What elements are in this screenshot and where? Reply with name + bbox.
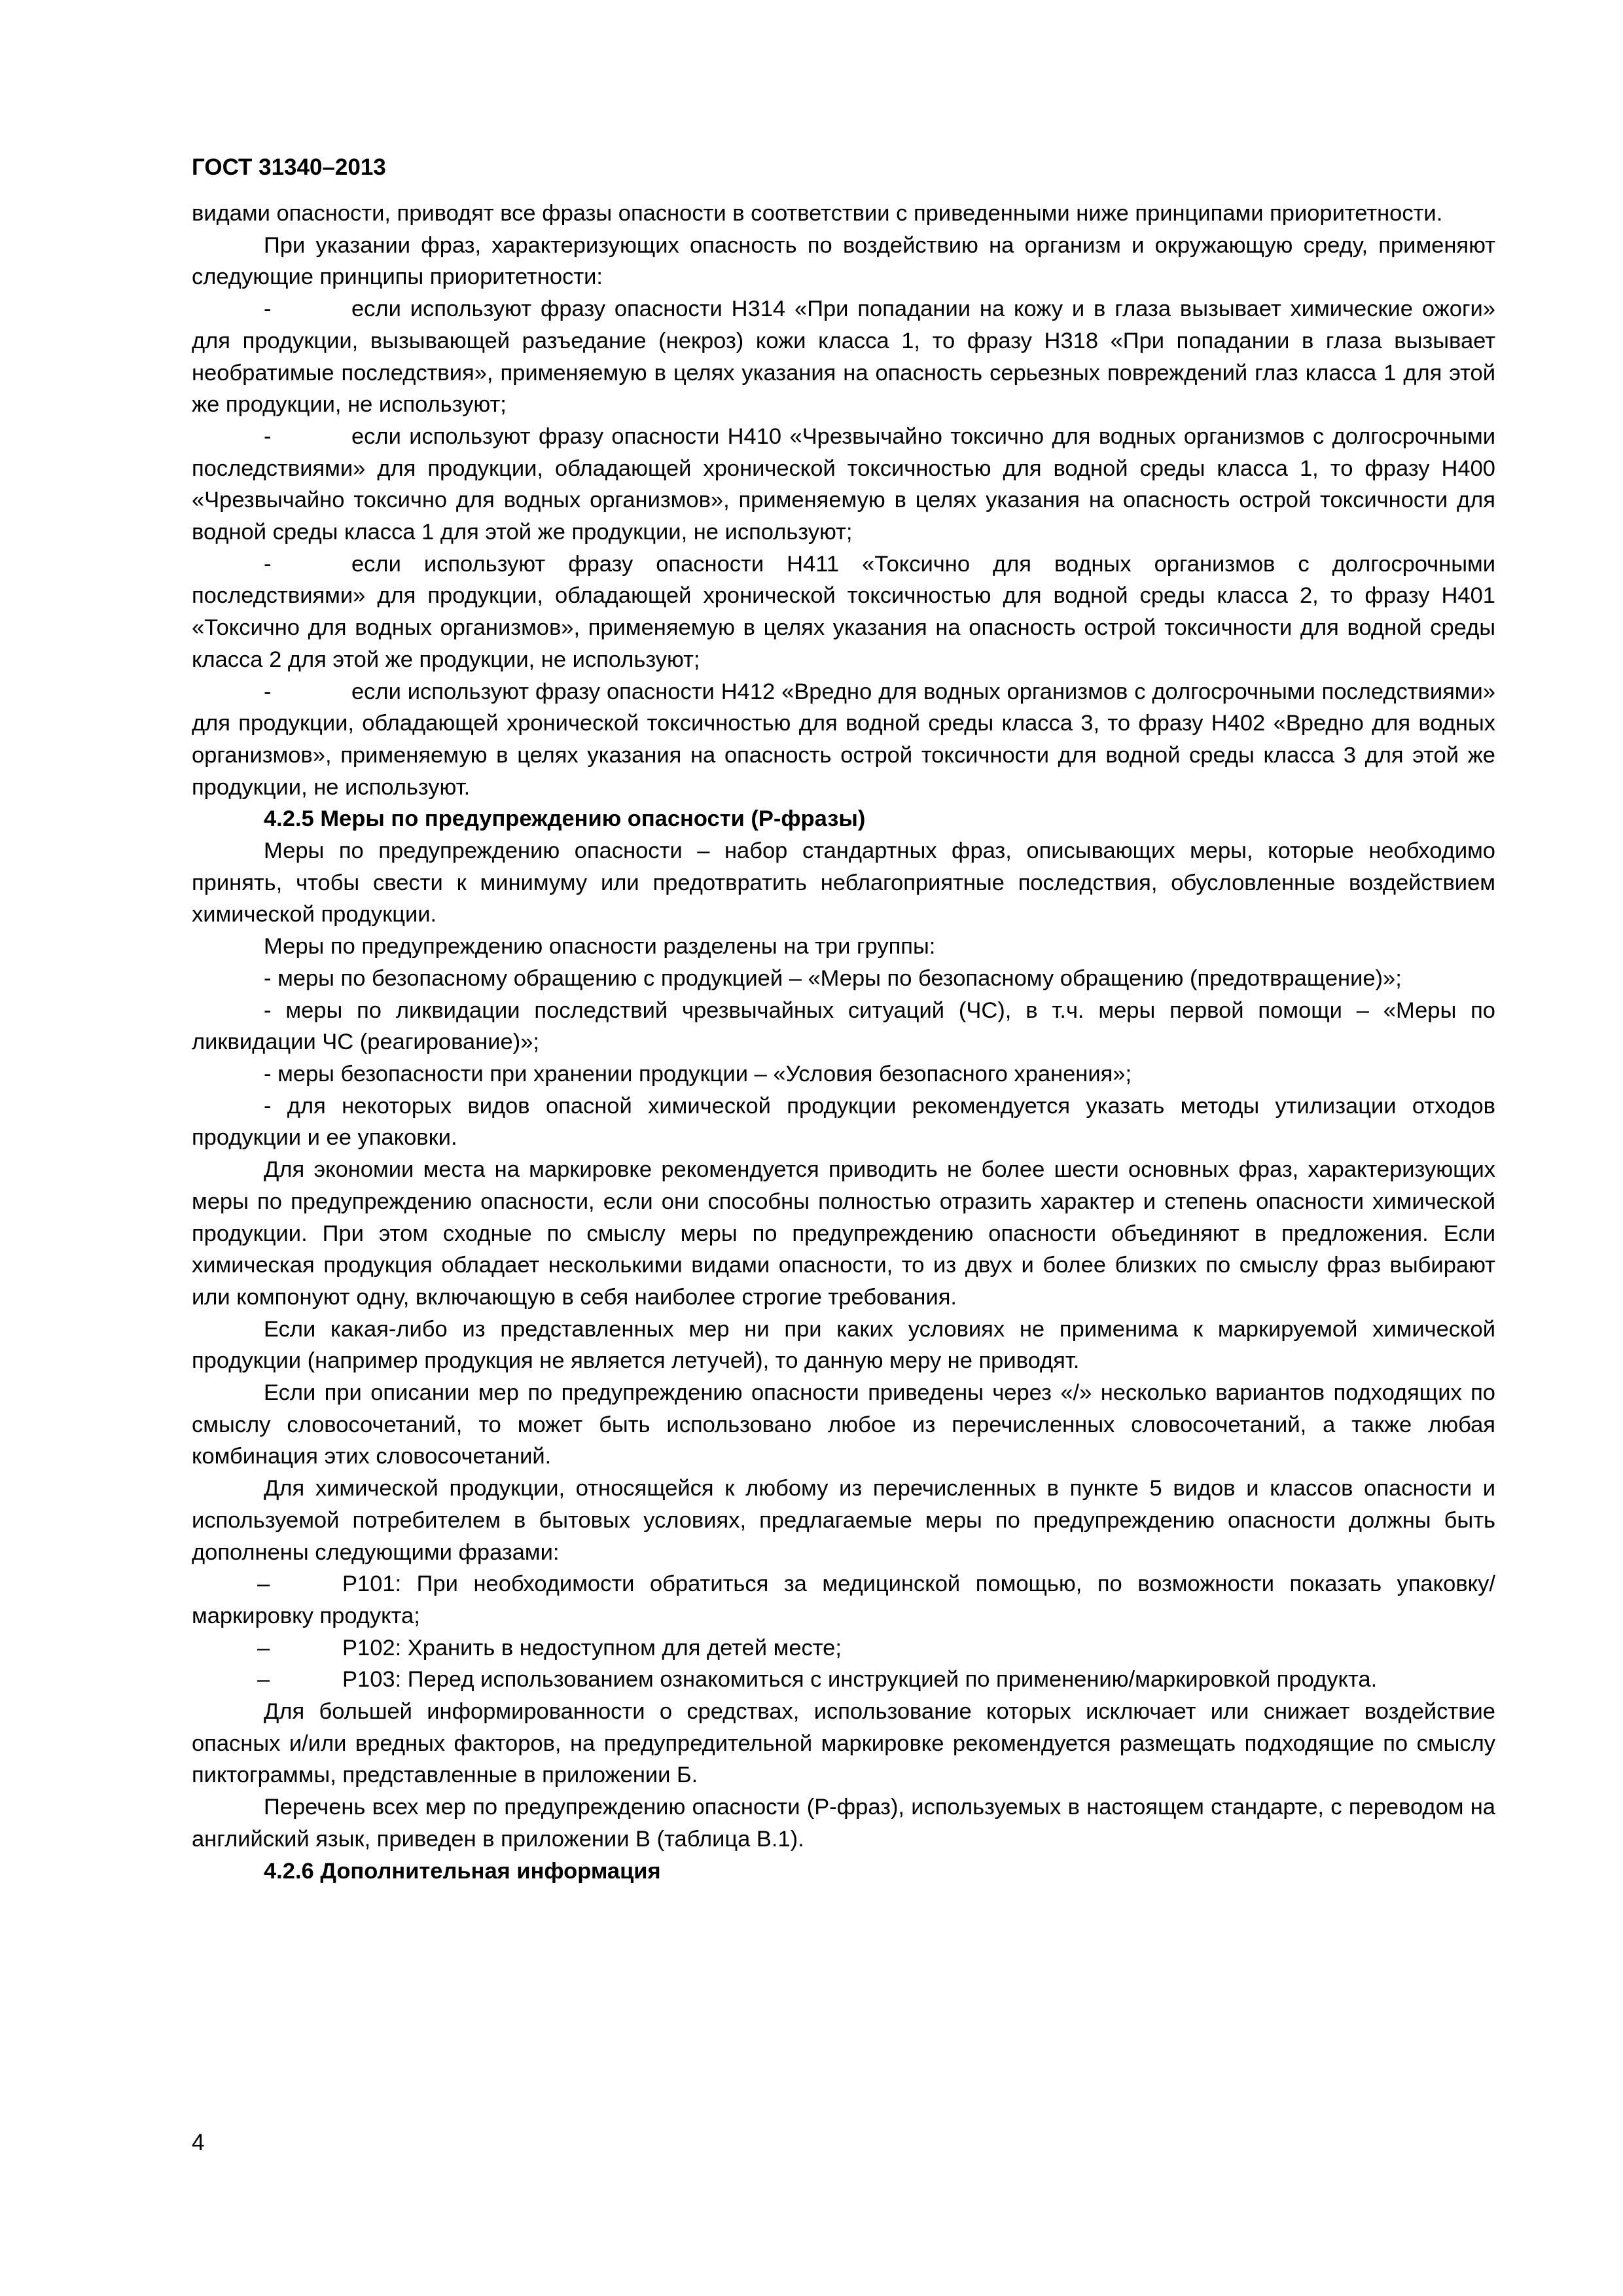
- section-heading: 4.2.6 Дополнительная информация: [264, 1858, 661, 1884]
- paragraph: - меры по ликвидации последствий чрезвычайных ситуаций (ЧС), в т.ч. меры первой помощи – «Меры по ликвидации ЧС (реагирование)»;: [192, 997, 1495, 1055]
- document-header: ГОСТ 31340–2013: [192, 154, 386, 180]
- paragraph: Меры по предупреждению опасности разделены на три группы:: [264, 934, 936, 960]
- list-item: [192, 548, 1495, 676]
- list-item: [192, 293, 1495, 421]
- list-marker: –: [257, 1635, 270, 1660]
- list-marker: –: [257, 1571, 270, 1597]
- page-number: 4: [192, 2130, 205, 2155]
- paragraph: - меры безопасности при хранении продукции – «Условия безопасного хранения»;: [264, 1061, 1132, 1086]
- section-heading: 4.2.5 Меры по предупреждению опасности (Р-фразы): [264, 806, 866, 832]
- list-marker: -: [264, 423, 272, 449]
- list-item: [192, 421, 1495, 548]
- list-marker: -: [264, 296, 272, 322]
- paragraph: Для химической продукции, относящейся к любому из перечисленных в пункте 5 видов и классов опасности и используемой потребителем в бытовых условиях, предлагаемые меры по предупреждению опасности должны быть дополнены следующими фразами:: [192, 1476, 1495, 1565]
- paragraph: При указании фраз, характеризующих опасность по воздействию на организм и окружающую среду, применяют следующие принципы приоритетности:: [192, 232, 1495, 290]
- list-item: [192, 1568, 1495, 1632]
- list-item: [192, 1632, 1495, 1664]
- list-item-text: если используют фразу опасности H314 «При попадании на кожу и в глаза вызывает химические ожоги» для продукции, вызывающей разъедание (некроз) кожи класса 1, то фразу H318 «При попадании в глаза вызывает необратимые последствия», применяемую в целях указания на опасность серьезных повреждений глаз класса 1 для этой же продукции, не используют;: [192, 296, 1495, 418]
- list-item: [192, 1664, 1495, 1696]
- paragraph: Перечень всех мер по предупреждению опасности (Р-фраз), используемых в настоящем стандарте, с переводом на английский язык, приведен в приложении В (таблица В.1).: [192, 1795, 1495, 1852]
- paragraph: - для некоторых видов опасной химической продукции рекомендуется указать методы утилизации отходов продукции и ее упаковки.: [192, 1093, 1495, 1151]
- list-item-text: если используют фразу опасности H410 «Чрезвычайно токсично для водных организмов с долгосрочными последствиями» для продукции, обладающей хронической токсичностью для водной среды класса 1, то фразу H400 «Чрезвычайно токсично для водных организмов», применяемую в целях указания на опасность острой токсичности для водной среды класса 1 для этой же продукции, не используют;: [192, 423, 1495, 545]
- document-body: [192, 198, 1495, 1887]
- list-marker: -: [264, 551, 272, 577]
- list-marker: -: [264, 679, 272, 704]
- paragraph: Меры по предупреждению опасности – набор стандартных фраз, описывающих меры, которые необходимо принять, чтобы свести к минимуму или предотвратить неблагоприятные последствия, обусловленные воздействием химической продукции.: [192, 838, 1495, 927]
- paragraph: Для экономии места на маркировке рекомендуется приводить не более шести основных фраз, характеризующих меры по предупреждению опасности, если они способны полностью отразить характер и степень опасности химической продукции. При этом сходные по смыслу меры по предупреждению опасности объединяют в предложения. Если химическая продукция обладает несколькими видами опасности, то из двух и более близких по смыслу фраз выбирают или компонуют одну, включающую в себя наиболее строгие требования.: [192, 1157, 1495, 1310]
- list-item-text: если используют фразу опасности H411 «Токсично для водных организмов с долгосрочными последствиями» для продукции, обладающей хронической токсичностью для водной среды класса 2, то фразу H401 «Токсично для водных организмов», применяемую в целях указания на опасность острой токсичности для водной среды класса 2 для этой же продукции, не используют;: [192, 551, 1495, 672]
- list-item-text: Р102: Хранить в недоступном для детей месте;: [342, 1635, 842, 1660]
- list-item-text: если используют фразу опасности H412 «Вредно для водных организмов с долгосрочными последствиями» для продукции, обладающей хронической токсичностью для водной среды класса 3, то фразу H402 «Вредно для водных организмов», применяемую в целях указания на опасность острой токсичности для водной среды класса 3 для этой же продукции, не используют.: [192, 679, 1495, 800]
- paragraph: - меры по безопасному обращению с продукцией – «Меры по безопасному обращению (предотвращение)»;: [264, 965, 1402, 991]
- list-item: [192, 676, 1495, 804]
- paragraph: видами опасности, приводят все фразы опасности в соответствии с приведенными ниже принципами приоритетности.: [192, 201, 1443, 226]
- list-marker: –: [257, 1667, 270, 1693]
- list-item-text: Р103: Перед использованием ознакомиться с инструкцией по применению/маркировкой продукта.: [342, 1667, 1378, 1693]
- paragraph: Для большей информированности о средствах, использование которых исключает или снижает воздействие опасных и/или вредных факторов, на предупредительной маркировке рекомендуется размещать подходящие по смыслу пиктограммы, представленные в приложении Б.: [192, 1699, 1495, 1788]
- paragraph: Если какая-либо из представленных мер ни при каких условиях не применима к маркируемой химической продукции (например продукция не является летучей), то данную меру не приводят.: [192, 1316, 1495, 1374]
- paragraph: Если при описании мер по предупреждению опасности приведены через «/» несколько вариантов подходящих по смыслу словосочетаний, то может быть использовано любое из перечисленных словосочетаний, а также любая комбинация этих словосочетаний.: [192, 1380, 1495, 1469]
- list-item-text: Р101: При необходимости обратиться за медицинской помощью, по возможности показать упаковку/маркировку продукта;: [192, 1571, 1495, 1628]
